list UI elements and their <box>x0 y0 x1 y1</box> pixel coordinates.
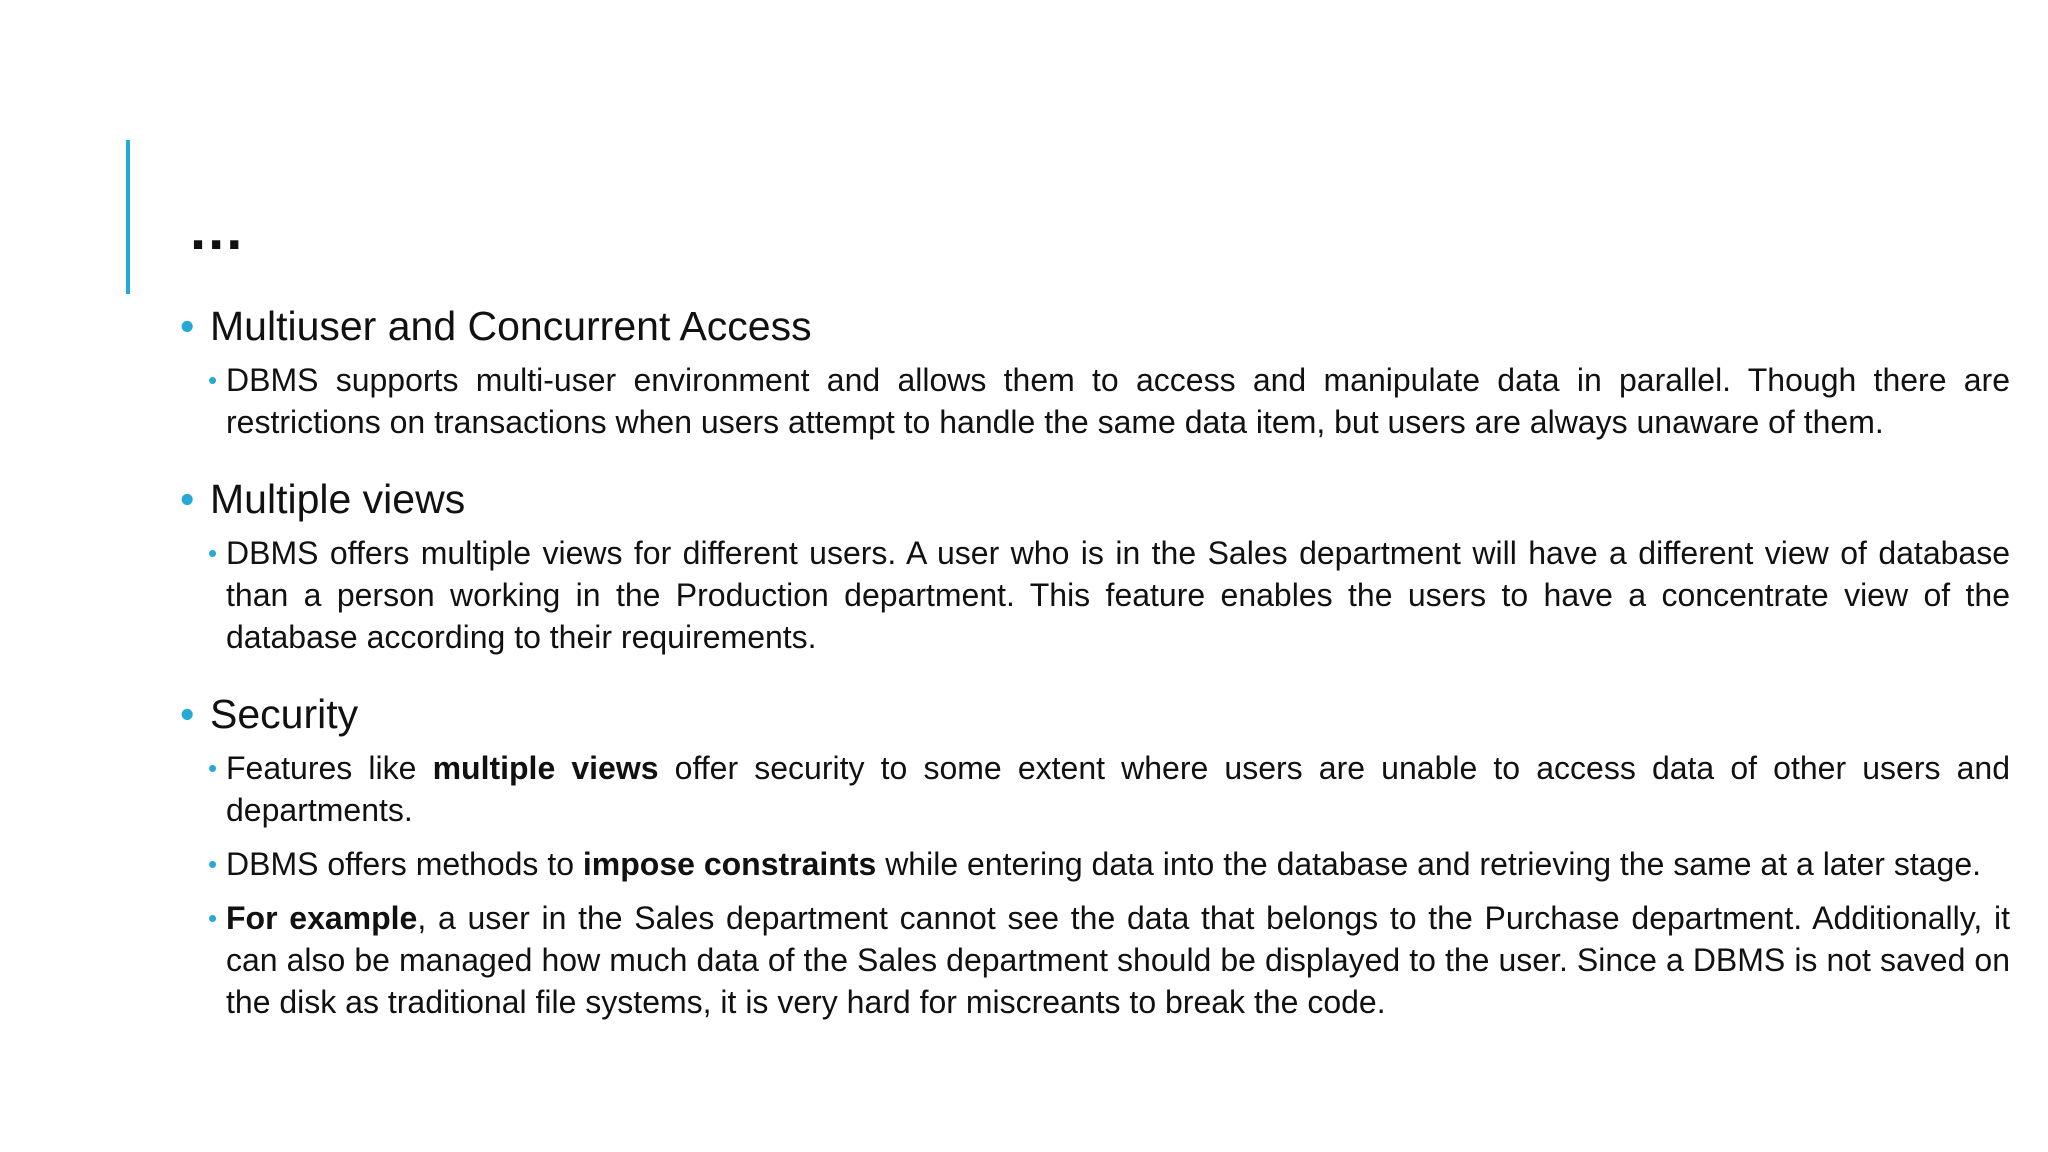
sub-bullet <box>208 359 2010 443</box>
text-post: , a user in the Sales department cannot see the data that belongs to the Purchase department. Additionally, it can also be managed how much data of the Sales department should be displayed to the user. Since a DBMS is not saved on the disk as traditional file systems, it is very hard for miscreants to break the code. <box>226 900 2011 1020</box>
bullet-heading <box>180 473 2010 525</box>
sub-bullet <box>208 747 2010 831</box>
text-post: offer security to some extent where users are unable to access data of other users and departments. <box>226 750 2011 828</box>
bullet-dot-icon: • <box>208 753 218 783</box>
sub-bullet-text: DBMS supports multi-user environment and allows them to access and manipulate data in parallel. Though there are restrictions on transactions when users attempt to handle the same data item, but users are always unaware of them. <box>226 362 2010 440</box>
text-bold: For example <box>226 900 418 936</box>
bullet-heading <box>180 688 2010 740</box>
sub-bullet <box>208 843 2010 885</box>
sub-bullet <box>208 532 2010 658</box>
section-multiuser <box>180 300 2010 443</box>
heading-text: Multiuser and Concurrent Access <box>210 303 812 349</box>
bullet-dot-icon: • <box>208 538 218 568</box>
bullet-dot-icon: • <box>208 365 218 395</box>
bullet-dot-icon: • <box>180 476 195 522</box>
text-bold: multiple views <box>432 750 659 786</box>
bullet-dot-icon: • <box>208 903 218 933</box>
bullet-heading <box>180 300 2010 352</box>
section-security <box>180 688 2010 1023</box>
bullet-dot-icon: • <box>208 849 218 879</box>
bullet-dot-icon: • <box>180 303 195 349</box>
slide-content <box>180 300 2010 1053</box>
heading-text: Security <box>210 691 359 737</box>
section-multiple-views <box>180 473 2010 658</box>
text-post: while entering data into the database and retrieving the same at a later stage. <box>876 846 1981 882</box>
slide-title: ... <box>190 197 245 262</box>
text-bold: impose constraints <box>582 846 877 882</box>
sub-bullet-text: DBMS offers multiple views for different users. A user who is in the Sales department will have a different view of database than a person working in the Production department. This feature enables the users to have a concentrate view of the database according to their requirements. <box>226 535 2010 655</box>
sub-bullet <box>208 897 2010 1023</box>
bullet-dot-icon: • <box>180 691 195 737</box>
title-accent-bar <box>126 140 130 294</box>
text-pre: Features like <box>226 750 433 786</box>
heading-text: Multiple views <box>210 476 466 522</box>
text-pre: DBMS offers methods to <box>226 846 583 882</box>
